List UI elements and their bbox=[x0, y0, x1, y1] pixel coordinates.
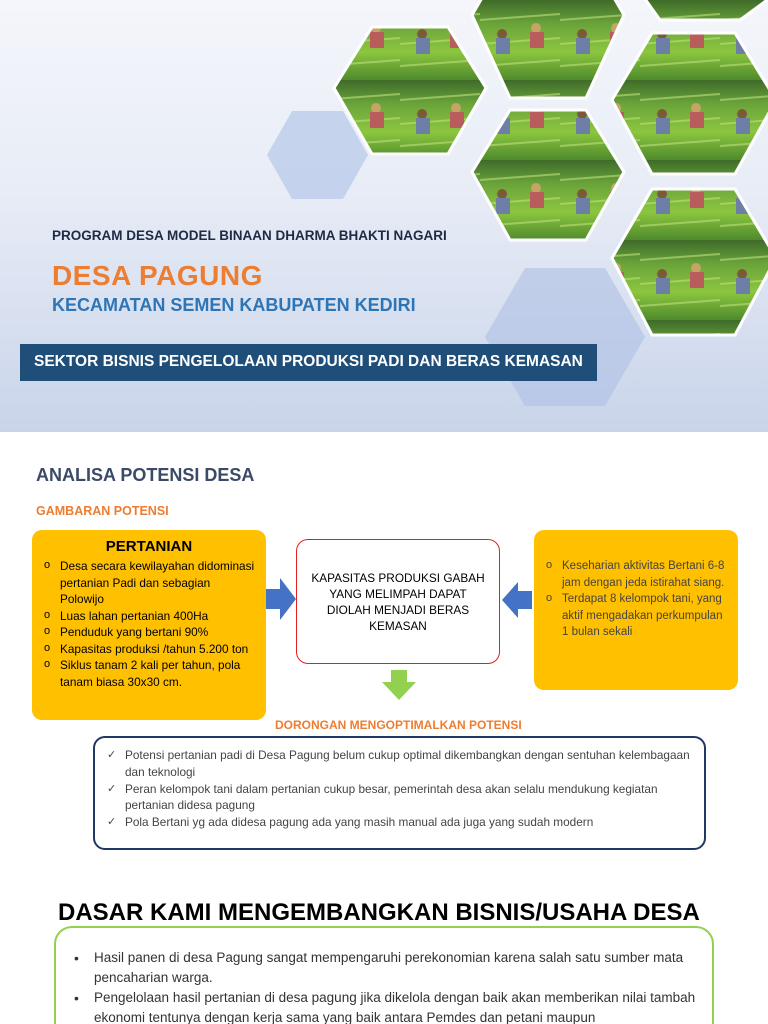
list-item: • Pengelolaan hasil pertanian di desa pagung jika dikelola dengan baik akan memberikan nilai tambah ekonomi tentunya dengan kerja sama yang baik antara Pemdes dan petani maupun bbox=[70, 988, 702, 1024]
list-item: • Hasil panen di desa Pagung sangat mempengaruhi perekonomian karena salah satu sumber mata pencaharian warga. bbox=[70, 948, 702, 988]
program-label: PROGRAM DESA MODEL BINAAN DHARMA BHAKTI NAGARI bbox=[52, 228, 447, 243]
dorongan-box bbox=[93, 736, 706, 850]
section-dorongan-label: DORONGAN MENGOPTIMALKAN POTENSI bbox=[275, 718, 522, 732]
pertanian-list bbox=[42, 558, 256, 690]
list-item: o Kapasitas produksi /tahun 5.200 ton bbox=[42, 641, 256, 658]
right-arrow-icon bbox=[266, 578, 296, 620]
pertanian-box bbox=[32, 530, 266, 720]
analysis-slide bbox=[0, 432, 768, 870]
list-item: o Penduduk yang bertani 90% bbox=[42, 624, 256, 641]
dasar-slide bbox=[0, 870, 768, 1024]
capacity-box bbox=[296, 539, 500, 664]
activity-box bbox=[534, 530, 738, 690]
sector-banner-text: SEKTOR BISNIS PENGELOLAAN PRODUKSI PADI DAN BERAS KEMASAN bbox=[34, 353, 583, 370]
list-item: o Terdapat 8 kelompok tani, yang aktif mengadakan perkumpulan 1 bulan sekali bbox=[544, 591, 728, 641]
activity-list bbox=[544, 558, 728, 641]
list-item: ✓ Potensi pertanian padi di Desa Pagung belum cukup optimal dikembangkan dengan sentuhan kelembagaan dan teknologi bbox=[107, 747, 694, 781]
cover-slide bbox=[0, 0, 768, 432]
dasar-title: DASAR KAMI MENGEMBANGKAN BISNIS/USAHA DESA bbox=[58, 899, 700, 926]
section-gambaran-label: GAMBARAN POTENSI bbox=[36, 504, 169, 518]
list-item: ✓ Peran kelompok tani dalam pertanian cukup besar, pemerintah desa akan selalu mendukung kegiatan pertanian didesa pagung bbox=[107, 781, 694, 815]
village-title: DESA PAGUNG bbox=[52, 260, 263, 291]
down-arrow-icon bbox=[382, 670, 416, 700]
list-item: o Desa secara kewilayahan didominasi pertanian Padi dan sebagian Polowijo bbox=[42, 558, 256, 608]
dasar-box bbox=[54, 926, 714, 1024]
pertanian-heading: PERTANIAN bbox=[105, 538, 193, 555]
dorongan-list bbox=[107, 747, 694, 831]
list-item: o Keseharian aktivitas Bertani 6-8 jam dengan jeda istirahat siang. bbox=[544, 558, 728, 591]
analysis-title: ANALISA POTENSI DESA bbox=[36, 465, 255, 485]
list-item: o Siklus tanam 2 kali per tahun, pola tanam biasa 30x30 cm. bbox=[42, 657, 256, 690]
list-item: ✓ Pola Bertani yg ada didesa pagung ada yang masih manual ada juga yang sudah modern bbox=[107, 814, 694, 831]
left-arrow-icon bbox=[502, 582, 532, 618]
list-item: o Luas lahan pertanian 400Ha bbox=[42, 608, 256, 625]
sector-banner bbox=[20, 344, 597, 381]
dasar-list bbox=[70, 948, 702, 1024]
district-subtitle: KECAMATAN SEMEN KABUPATEN KEDIRI bbox=[52, 295, 416, 315]
capacity-text: KAPASITAS PRODUKSI GABAH YANG MELIMPAH DAPAT DIOLAH MENJADI BERAS KEMASAN bbox=[311, 570, 485, 633]
